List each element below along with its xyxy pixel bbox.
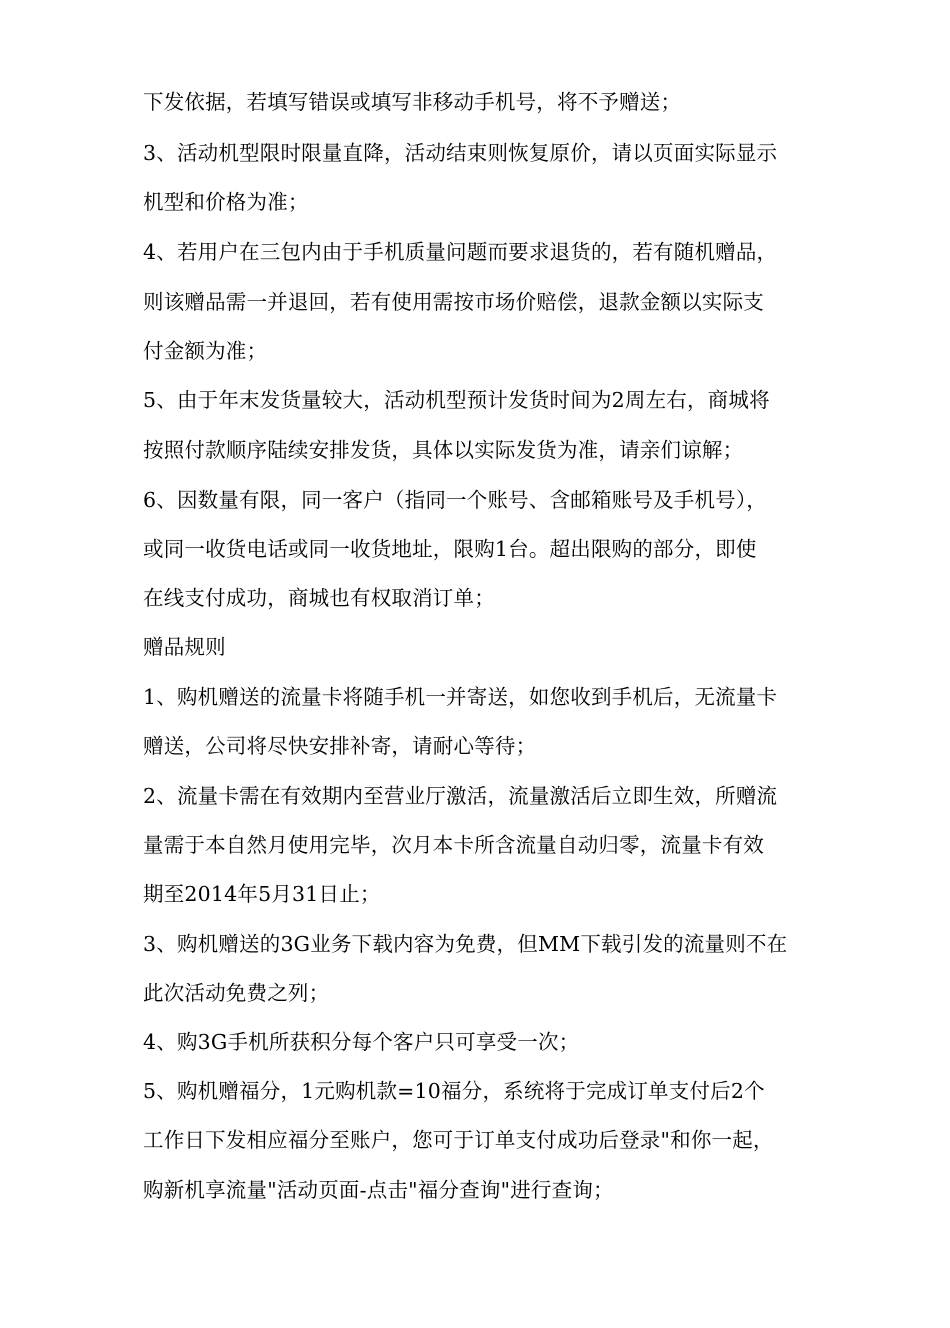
text-line: 5、购机赠福分，1元购机款=10福分，系统将于完成订单支付后2个 [143,1079,765,1103]
text-line: 工作日下发相应福分至账户，您可于订单支付成功后登录"和你一起， [143,1128,774,1152]
text-line: 量需于本自然月使用完毕，次月本卡所含流量自动归零，流量卡有效 [143,833,764,857]
text-line: 3、活动机型限时限量直降，活动结束则恢复原价，请以页面实际显示 [143,141,778,165]
text-line: 赠送，公司将尽快安排补寄，请耐心等待； [143,734,537,758]
text-line: 2、流量卡需在有效期内至营业厅激活，流量激活后立即生效，所赠流 [143,784,778,808]
text-line: 4、购3G手机所获积分每个客户只可享受一次； [143,1030,580,1054]
text-line: 期至2014年5月31日止； [143,882,381,906]
text-line: 此次活动免费之列； [143,981,330,1005]
text-line: 在线支付成功，商城也有权取消订单； [143,586,495,610]
text-line: 4、若用户在三包内由于手机质量问题而要求退货的，若有随机赠品， [143,240,778,264]
text-line: 则该赠品需一并退回，若有使用需按市场价赔偿，退款金额以实际支 [143,290,764,314]
text-line: 或同一收货电话或同一收货地址，限购1台。超出限购的部分，即使 [143,537,757,561]
text-line: 6、因数量有限，同一客户（指同一个账号、含邮箱账号及手机号）， [143,488,767,512]
text-line: 3、购机赠送的3G业务下载内容为免费，但MM下载引发的流量则不在 [143,932,788,956]
text-line: 付金额为准； [143,339,268,363]
text-line: 5、由于年末发货量较大，活动机型预计发货时间为2周左右，商城将 [143,388,770,412]
text-line: 下发依据，若填写错误或填写非移动手机号，将不予赠送； [143,90,682,114]
text-line: 按照付款顺序陆续安排发货，具体以实际发货为准，请亲们谅解； [143,438,744,462]
text-line: 1、购机赠送的流量卡将随手机一并寄送，如您收到手机后，无流量卡 [143,685,778,709]
text-line: 机型和价格为准； [143,190,309,214]
text-line: 购新机享流量"活动页面-点击"福分查询"进行查询； [143,1178,614,1202]
section-heading: 赠品规则 [143,635,226,659]
